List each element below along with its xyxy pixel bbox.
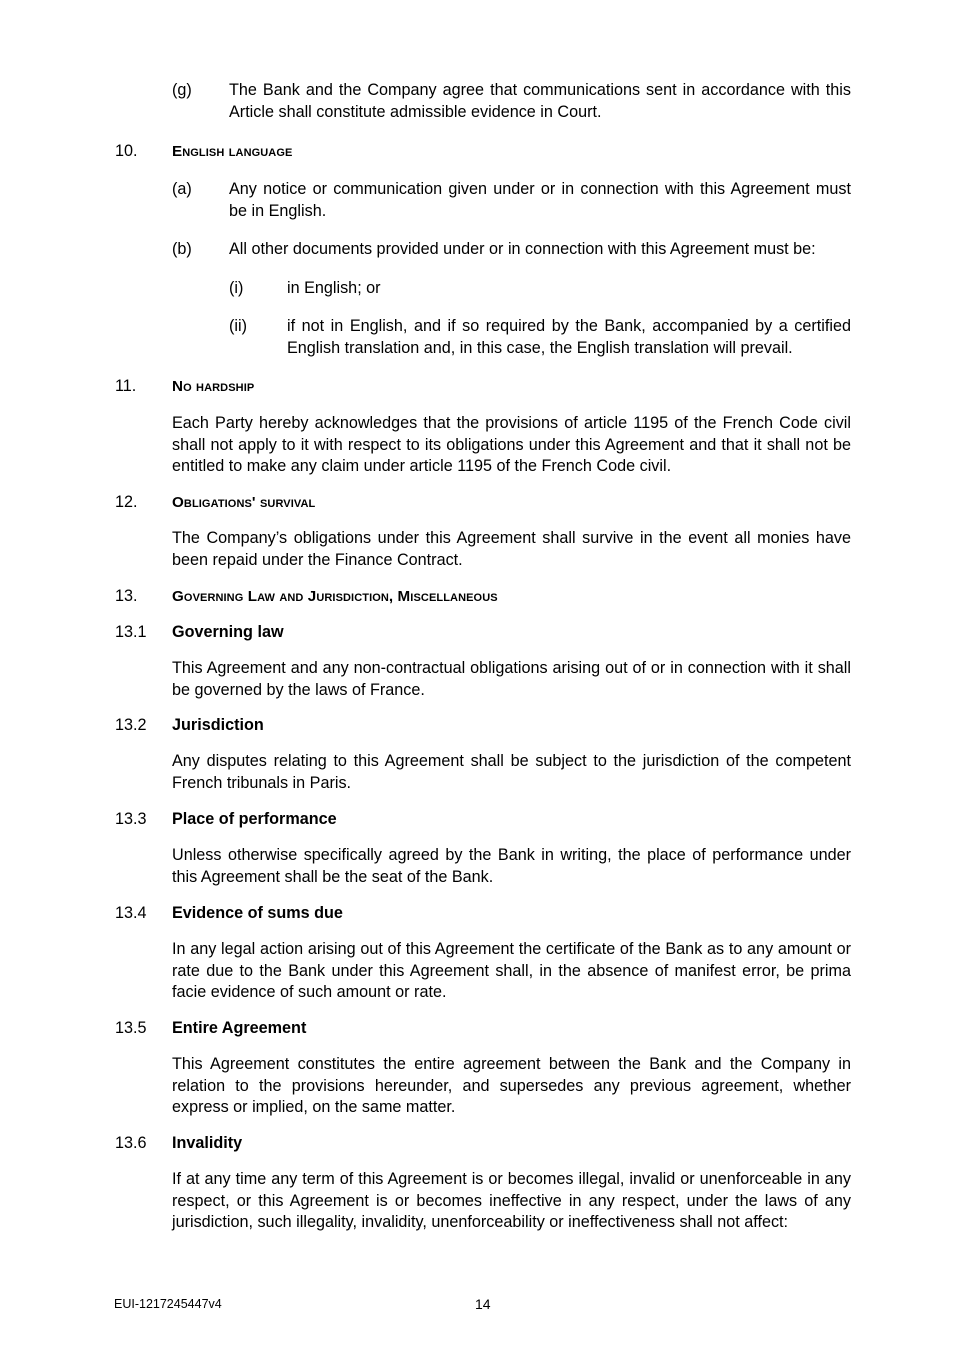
subclause-text: if not in English, and if so required by the Bank, accompanied by a certified English translation and, in this case, the English translation will prevail. [287,317,851,357]
clause-text: All other documents provided under or in connection with this Agreement must be: [229,240,816,258]
clause-text: The Bank and the Company agree that communications sent in accordance with this Article shall constitute admissible evidence in Court. [229,81,851,121]
section-heading: Invalidity [172,1134,243,1152]
document-id: EUI-1217245447v4 [114,1297,222,1311]
section-text: This Agreement constitutes the entire agreement between the Bank and the Company in relation to the provisions hereunder, and supersedes any previous agreement, whether express or implied, on the same matter. [172,1055,851,1116]
article-text: Each Party hereby acknowledges that the provisions of article 1195 of the French Code civil shall not apply to it with respect to its obligations under this Agreement and that it shall not be entitled to make any claim under article 1195 of the French Code civil. [172,414,851,475]
article-title: No hardship [172,378,255,395]
article-number: 10. [115,142,138,160]
article-number: 12. [115,493,138,511]
section-heading: Evidence of sums due [172,904,343,922]
article-number: 13. [115,587,138,605]
section-number: 13.4 [115,904,147,922]
article-title: Obligations' survival [172,494,316,511]
article-title: Governing Law and Jurisdiction, Miscellaneous [172,588,498,605]
subclause-label: (ii) [229,317,247,335]
section-number: 13.2 [115,716,147,734]
clause-label: (b) [172,240,192,258]
clause-text: Any notice or communication given under or in connection with this Agreement must be in English. [229,180,851,220]
page-number: 14 [475,1296,491,1312]
article-number: 11. [115,377,137,395]
subclause-text: in English; or [287,279,381,297]
section-number: 13.1 [115,623,147,641]
section-heading: Governing law [172,623,284,641]
section-heading: Place of performance [172,810,337,828]
section-number: 13.3 [115,810,147,828]
section-text: If at any time any term of this Agreement is or becomes illegal, invalid or unenforceable in any respect, or this Agreement is or becomes ineffective in any respect, under the laws of any jurisdiction, such illegality, invalidity, unenforceability or ineffectiveness shall not affect: [172,1170,851,1231]
section-heading: Jurisdiction [172,716,264,734]
section-text: Unless otherwise specifically agreed by the Bank in writing, the place of performance under this Agreement shall be the seat of the Bank. [172,846,851,886]
section-text: This Agreement and any non-contractual obligations arising out of or in connection with it shall be governed by the laws of France. [172,659,851,699]
section-text: Any disputes relating to this Agreement shall be subject to the jurisdiction of the competent French tribunals in Paris. [172,752,851,792]
section-heading: Entire Agreement [172,1019,307,1037]
article-text: The Company’s obligations under this Agreement shall survive in the event all monies have been repaid under the Finance Contract. [172,529,851,569]
section-number: 13.6 [115,1134,147,1152]
section-number: 13.5 [115,1019,147,1037]
subclause-label: (i) [229,279,244,297]
article-title: English language [172,143,293,160]
clause-label: (a) [172,180,192,198]
section-text: In any legal action arising out of this Agreement the certificate of the Bank as to any amount or rate due to the Bank under this Agreement shall, in the absence of manifest error, be prima facie evidence of such amount or rate. [172,940,851,1001]
clause-label: (g) [172,81,192,99]
